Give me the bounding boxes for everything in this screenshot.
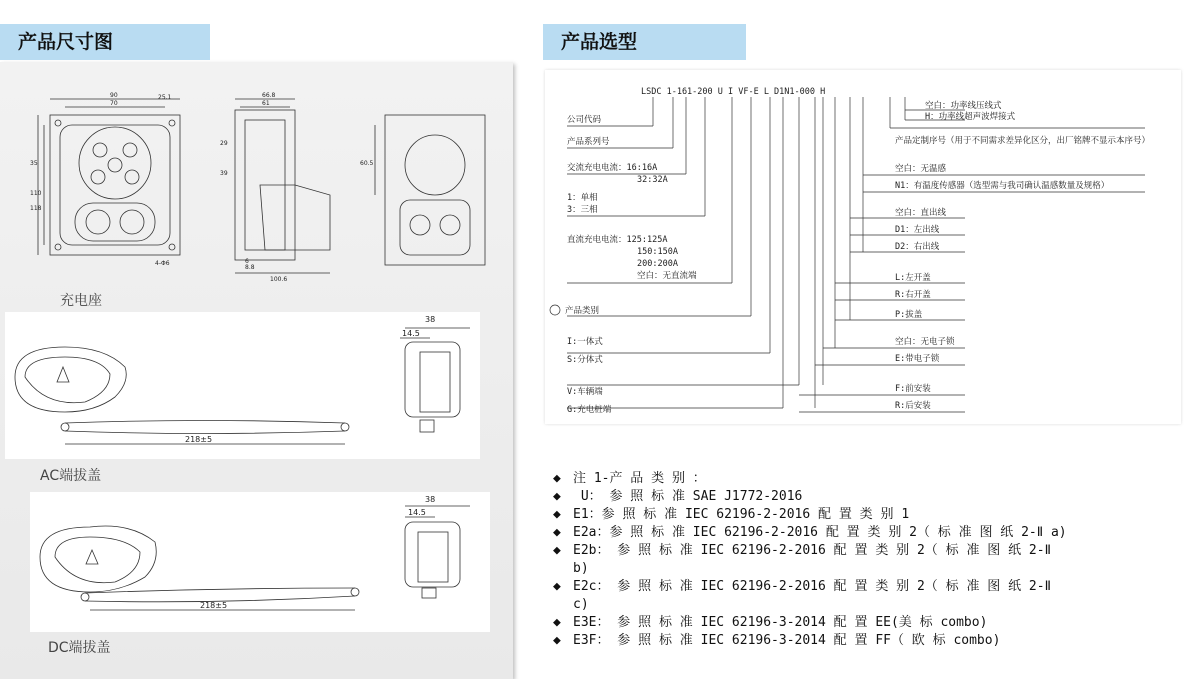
svg-text:39: 39: [220, 170, 228, 177]
svg-text:空白：功率线压线式: 空白：功率线压线式: [925, 101, 1002, 111]
svg-text:100.6: 100.6: [270, 276, 288, 283]
socket-ac-face: [79, 127, 151, 199]
svg-text:60.5: 60.5: [360, 160, 374, 167]
note-item: ◆ E2b： 参 照 标 准 IEC 62196-2-2016 配 置 类 别 2（ 标 准 图 纸 2-Ⅱ b): [553, 543, 1051, 576]
svg-text:G:充电桩端: G:充电桩端: [567, 405, 612, 415]
svg-text:25.1: 25.1: [158, 94, 172, 101]
svg-text:H：功率线超声波焊接式: H：功率线超声波焊接式: [925, 112, 1016, 122]
svg-text:32:32A: 32:32A: [637, 175, 668, 185]
svg-text:66.8: 66.8: [262, 92, 276, 99]
svg-text:P:拔盖: P:拔盖: [895, 310, 923, 320]
svg-text:150:150A: 150:150A: [637, 247, 678, 257]
product-category-notes: [553, 470, 1113, 650]
svg-text:218±5: 218±5: [200, 601, 228, 610]
svg-text:F:前安装: F:前安装: [895, 384, 931, 394]
note-item: ◆ E2c： 参 照 标 准 IEC 62196-2-2016 配 置 类 别 2（ 标 准 图 纸 2-Ⅱ c): [553, 579, 1051, 612]
svg-text:空白：无电子锁: 空白：无电子锁: [895, 337, 955, 347]
svg-text:14.5: 14.5: [402, 329, 420, 338]
model-code: LSDC 1-161-200 U I VF-E L D1N1-000 H: [641, 87, 826, 97]
svg-text:产品系列号: 产品系列号: [567, 137, 610, 147]
dc-cover-drawing: [30, 492, 490, 632]
svg-text:I:一体式: I:一体式: [567, 337, 603, 347]
svg-text:61: 61: [262, 100, 270, 107]
svg-text:110: 110: [30, 190, 42, 197]
note-item: ◆ E3E： 参 照 标 准 IEC 62196-3-2014 配 置 EE(美 标 combo): [553, 615, 988, 630]
svg-text:90: 90: [110, 92, 118, 99]
note-item: ◆ E1：参 照 标 准 IEC 62196-2-2016 配 置 类 别 1: [553, 507, 910, 522]
svg-text:D2：右出线: D2：右出线: [895, 242, 940, 252]
svg-text:R:右开盖: R:右开盖: [895, 290, 931, 300]
selection-heading: 产品选型: [543, 24, 746, 60]
svg-text:产品类别: 产品类别: [565, 306, 600, 316]
svg-text:D1：左出线: D1：左出线: [895, 225, 940, 235]
svg-text:产品定制序号（用于不同需求差异化区分，出厂铭牌不显示本序号）: 产品定制序号（用于不同需求差异化区分，出厂铭牌不显示本序号）: [895, 136, 1151, 146]
svg-text:直流充电电流：125:125A: 直流充电电流：125:125A: [567, 235, 668, 245]
svg-text:200:200A: 200:200A: [637, 259, 678, 269]
svg-text:8.8: 8.8: [245, 264, 255, 271]
svg-text:14.5: 14.5: [408, 508, 426, 517]
socket-dc-face: [75, 203, 155, 241]
svg-text:交流充电电流：16:16A: 交流充电电流：16:16A: [567, 163, 658, 173]
svg-text:35: 35: [30, 160, 38, 167]
svg-text:空白：无温感: 空白：无温感: [895, 164, 947, 174]
svg-text:E:带电子锁: E:带电子锁: [895, 354, 940, 364]
svg-text:R:后安装: R:后安装: [895, 401, 931, 411]
model-selection-diagram: [545, 70, 1181, 424]
svg-text:L:左开盖: L:左开盖: [895, 273, 931, 283]
socket-front-outline: [50, 115, 180, 255]
note-item: ◆ 注 1-产 品 类 别 ：: [553, 471, 706, 486]
note-item: ◆ U： 参 照 标 准 SAE J1772-2016: [553, 489, 803, 504]
note-item: ◆ E2a：参 照 标 准 IEC 62196-2-2016 配 置 类 别 2（ 标 准 图 纸 2-Ⅱ a): [553, 525, 1067, 540]
dimensions-heading: 产品尺寸图: [0, 24, 210, 60]
svg-text:38: 38: [425, 495, 436, 504]
svg-text:1：单相: 1：单相: [567, 193, 598, 203]
svg-text:3：三相: 3：三相: [567, 205, 598, 215]
note-item: ◆ E3F： 参 照 标 准 IEC 62196-3-2014 配 置 FF（ 欧 标 combo): [553, 633, 1001, 648]
svg-text:218±5: 218±5: [185, 435, 213, 444]
svg-text:空白：直出线: 空白：直出线: [895, 208, 947, 218]
ac-cover-drawing: [5, 312, 480, 459]
svg-text:29: 29: [220, 140, 228, 147]
svg-text:6: 6: [245, 258, 249, 265]
svg-text:70: 70: [110, 100, 118, 107]
svg-text:118: 118: [30, 205, 42, 212]
svg-text:V:车辆端: V:车辆端: [567, 387, 603, 397]
ac-cover-caption: AC端拔盖: [40, 468, 102, 484]
dc-cover-caption: DC端拔盖: [48, 640, 111, 656]
svg-text:4-Φ6: 4-Φ6: [155, 260, 170, 267]
svg-text:空白：无直流端: 空白：无直流端: [637, 271, 697, 281]
socket-caption: 充电座: [60, 293, 102, 309]
svg-text:N1：有温度传感器（选型需与我司确认温感数量及规格）: N1：有温度传感器（选型需与我司确认温感数量及规格）: [895, 181, 1110, 191]
svg-text:公司代码: 公司代码: [567, 115, 602, 125]
svg-text:S:分体式: S:分体式: [567, 355, 603, 365]
socket-drawings: [30, 85, 500, 285]
svg-text:38: 38: [425, 315, 436, 324]
